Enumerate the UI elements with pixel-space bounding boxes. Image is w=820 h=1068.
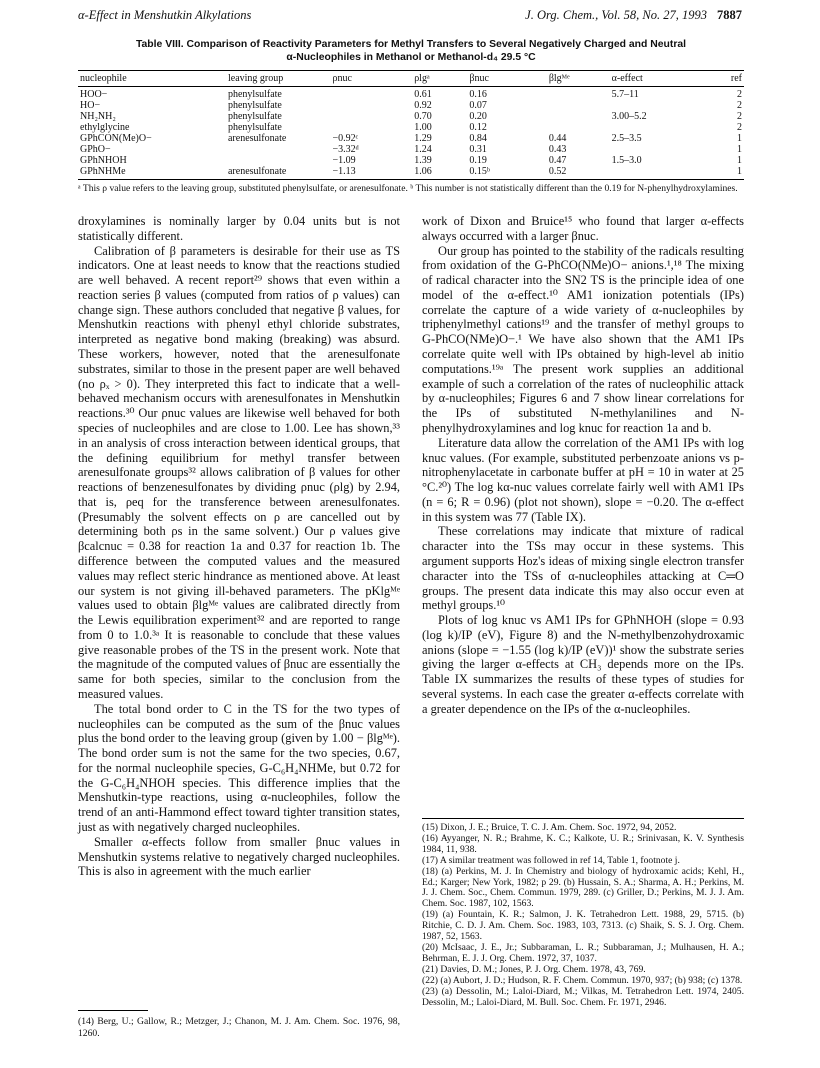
body-paragraph: These correlations may indicate that mixture of radical character into the TSs may occur in these systems. This argument supports Hoz's ideas of mixing single electron transfer character into the TSs of α-nucleophiles attacking at C═O groups. The present data indicate this may also occur even at methyl groups.¹⁰ [422,524,744,613]
cell-rho-nuc: −1.09 [332,155,356,166]
table-row [78,122,744,133]
col-header-ref: ref [689,71,744,87]
cell-rho-nuc [330,111,412,122]
cell-leaving-group [226,155,330,166]
table-row [78,144,744,155]
right-references [422,823,744,1008]
cell-nucleophile: HOO− [80,89,108,100]
cell-beta-lg [547,87,610,101]
table-row [78,166,744,180]
cell-rho-nuc: −1.13 [330,166,412,180]
cell-beta-nuc: 0.20 [469,111,487,122]
cell-nucleophile: GPhNHOH [80,155,127,166]
reference-item: (23) (a) Dessolin, M.; Laloi-Diard, M.; Vilkas, M. Tetrahedron Lett. 1974, 2405. Dessolin, M.; Laloi-Diard, M. Bull. Soc. Chem. Fr. 1971, 2946. [422,985,744,1008]
cell-alpha-effect [610,166,690,180]
page-number: 7887 [717,8,742,22]
reference-item: (14) Berg, U.; Gallow, R.; Metzger, J.; Chanon, M. J. Am. Chem. Soc. 1976, 98, 1260. [78,1016,400,1039]
header-journal-citation [525,8,742,23]
cell-ref: 1 [737,144,742,155]
cell-beta-nuc: 0.19 [469,155,487,166]
cell-ref: 2 [737,100,742,111]
cell-nucleophile: GPhO− [80,144,111,155]
cell-beta-nuc: 0.12 [469,122,487,133]
reference-item: (15) Dixon, J. E.; Bruice, T. C. J. Am. Chem. Soc. 1972, 94, 2052. [422,822,677,833]
body-paragraph: work of Dixon and Bruice¹⁵ who found that larger α-effects always occurred with a larger βnuc. [422,214,744,243]
body-paragraph: Smaller α-effects follow from smaller βnuc values in Menshutkin systems relative to negatively charged nucleophiles. This is also in agreement with the much earlier [78,834,400,879]
cell-leaving-group: arenesulfonate [226,166,330,180]
cell-nucleophile: ethylglycine [80,122,130,133]
body-paragraph: Calibration of β parameters is desirable for their use as TS indicators. One at least needs to know that the reactions studied are well behaved. A recent report²⁹ shows that even within a reaction series β values (computed from ratios of ρ values) can change sign. These authors concluded that negative β values, for Menshutkin reactions with phenyl ethyl chloride substrates, interpreted as negative bond making (breaking) was absurd. These workers, however, noted that the arenesulfonate substrates, similar to those in the present paper are well behaved (no ρₓ > 0). They interpreted this fact to indicate that a well-behaved mechanism occurs with arenesulfonates in Menshutkin reactions.³⁰ Our ρnuc values are likewise well behaved for both species of nucleophiles and are close to 1.00. Lee has shown,³³ in an analysis of cross interaction between identical groups, that the defining equilibrium for methyl transfer between arenesulfonate groups³² allows calibration of β values for other reactions of benzenesulfonates by dividing ρnuc (ρlg) by 2.94, that is, ρeq for the transference between arenesulfonates. (Presumably the solvent effects on ρ are cancelled out by determining both ρs in the same solvent.) Our ρ values give βcalcnuc = 0.38 for reaction 1a and 0.37 for reaction 1b. The difference between the computed values and the measured values may reflect steric hindrance as mentioned above. At least our system is not giving ill-behaved parameters. The pKlgᴹᵉ values used to obtain βlgᴹᵉ values are calibrated directly from the Lewis equilibration experiment³² and are reported to range from 0 to 1.0.³ᵃ It is reasonable to conclude that these values give reasonable probes of the TS in the present work. Note that the magnitude of the computed values of βnuc are essentially the same for both species, similar to the conclusion from the measured values. [78,243,400,701]
cell-ref: 2 [737,122,742,133]
cell-nucleophile: GPhCON(Me)O− [80,133,152,144]
table-caption [78,38,744,64]
cell-beta-nuc: 0.07 [469,100,487,111]
col-header-nucleophile: nucleophile [78,71,226,87]
running-header [78,8,742,26]
left-column [78,214,400,879]
cell-rho-lg: 1.00 [414,122,432,133]
cell-rho-lg: 0.70 [414,111,432,122]
col-header-rho-nuc: ρnuc [330,71,412,87]
header-journal: J. Org. Chem., Vol. 58, No. 27, 1993 [525,8,707,22]
cell-nucleophile: GPhNHMe [78,166,226,180]
cell-ref: 2 [737,111,742,122]
reference-item: (22) (a) Aubort, J. D.; Hudson, R. F. Chem. Commun. 1970, 937; (b) 938; (c) 1378. [422,974,743,986]
cell-beta-nuc: 0.84 [469,133,487,144]
body-paragraph: Our group has pointed to the stability of the radicals resulting from oxidation of the G-PhCO(NMe)O− anions.¹,¹⁸ The mixing of radical character into the SN2 TS is the principle idea of one model of the α-effect.¹⁰ AM1 ionization potentials (IPs) correlate the capture of a wide variety of α-nucleophiles by triphenylmethyl cations¹⁹ and the transfer of methyl groups to G-PhCO(NMe)O−.¹ We have also shown that the AM1 IPs correlate quite well with IPs obtained by high-level ab initio computations.¹⁹ᵃ The present work supplies an additional example of such a correlation of the rates of nucleophilic attack by α-nucleophiles; Figures 6 and 7 show linear correlations for the IPs of substituted N-methylanilines and N-phenylhydroxylamines and log knuc for reaction 1a and b. [422,243,744,435]
col-header-rho-lg: ρlgᵃ [412,71,467,87]
footnote-divider [78,1010,148,1011]
cell-rho-lg: 1.29 [414,133,432,144]
table-row [78,87,744,101]
table-footnote: ᵃ This ρ value refers to the leaving group, substituted phenylsulfate, or arenesulfonate. ᵇ This number is not statistically different than the 0.19 for N-phenylhydroxylamines. [78,183,738,194]
col-header-alpha-effect: α-effect [610,71,690,87]
cell-alpha-effect: 2.5–3.5 [611,133,642,144]
cell-ref: 1 [689,166,744,180]
cell-rho-lg: 1.24 [414,144,432,155]
cell-beta-nuc: 0.15ᵇ [467,166,546,180]
cell-beta-lg: 0.44 [548,133,567,144]
col-header-beta-lg: βlgᴹᵉ [547,71,610,87]
cell-rho-nuc: −3.32ᵈ [332,144,359,155]
table-row [78,155,744,166]
header-title: α-Effect in Menshutkin Alkylations [78,8,252,22]
body-paragraph: Literature data allow the correlation of the AM1 IPs with log knuc values. (For example, substituted perbenzoate anions vs p-nitrophenylacetate in carbonate buffer at pH = 10 in water at 25 °C.²⁰) The log kα-nuc values correlate fairly well with AM1 IPs (n = 6; R = 0.96) (plot not shown), slope = −0.20. The α-effect in this system was 77 (Table IX). [422,435,744,524]
cell-alpha-effect: 5.7–11 [611,89,639,100]
reference-item: (21) Davies, D. M.; Jones, P. J. Org. Chem. 1978, 43, 769. [422,963,646,975]
cell-alpha-effect: 1.5–3.0 [611,155,642,166]
table-header-row [78,71,744,87]
col-header-leaving-group: leaving group [226,71,330,87]
table-caption-line-1: Table VIII. Comparison of Reactivity Parameters for Methyl Transfers to Several Negatively Charged and Neutral [135,39,687,50]
table-row [78,111,744,122]
cell-beta-nuc: 0.16 [469,89,487,100]
cell-rho-lg: 0.92 [414,100,432,111]
cell-alpha-effect [610,100,690,111]
cell-beta-lg [547,100,610,111]
body-paragraph: Plots of log knuc vs AM1 IPs for GPhNHOH (slope = 0.93 (log k)/IP (eV), Figure 8) and the N-methylbenzohydroxamic anions (slope = −1.55 (log k)/IP (eV))¹ show the substrate series giving the larger α-effects at CH₃ depends more on the IPs. Table IX summarizes the results of these types of studies for several systems. In each case the greater α-effects correlate with a greater dependence on the IPs of the α-nucleophiles. [422,613,744,716]
cell-ref: 2 [737,89,742,100]
table-row [78,133,744,144]
cell-nucleophile: NH₂NH₂ [80,111,116,122]
right-column [422,214,744,717]
col-header-beta-nuc: βnuc [467,71,546,87]
cell-leaving-group [226,144,330,155]
left-references [78,1016,400,1040]
cell-leaving-group: phenylsulfate [227,100,282,111]
references-divider [422,818,744,819]
cell-rho-lg: 1.06 [412,166,467,180]
cell-leaving-group: phenylsulfate [227,89,282,100]
body-paragraph: The total bond order to C in the TS for the two types of nucleophiles can be computed as the sum of the βnuc values plus the bond order to the leaving group (given by 1.00 − βlgᴹᵉ). The bond order sum is not the same for the two species, 0.67, for the normal nucleophile species, G-C₆H₄NHMe, but 0.72 for the G-C₆H₄NHOH species. This difference implies that the Menshutkin-type reactions, using α-nucleophiles, follow the trend of an anti-Hammond effect toward tighter transition states, just as with negatively charged nucleophiles. [78,701,400,835]
cell-rho-lg: 1.39 [414,155,432,166]
cell-alpha-effect [610,144,690,155]
reference-item: (19) (a) Fountain, K. R.; Salmon, J. K. Tetrahedron Lett. 1988, 29, 5715. (b) Ritchie, C. D. J. Am. Chem. Soc. 1983, 103, 7313. (c) Shaik, S. S. J. Org. Chem. 1987, 52, 1563. [422,909,744,943]
table-caption-line-2: α-Nucleophiles in Methanol or Methanol-d₄ 29.5 °C [286,52,536,63]
reference-item: (16) Ayyanger, N. R.; Brahme, K. C.; Kalkote, U. R.; Srinivasan, K. V. Synthesis 1984, 11, 938. [422,832,744,855]
cell-rho-nuc [330,100,412,111]
cell-beta-lg: 0.43 [548,144,567,155]
cell-rho-nuc [330,122,412,133]
cell-beta-lg: 0.52 [547,166,610,180]
cell-beta-lg: 0.47 [548,155,567,166]
reference-item: (18) (a) Perkins, M. J. In Chemistry and biology of hydroxamic acids; Kehl, H., Ed.; Karger; New York, 1982; p 29. (b) Hussain, S. A.; Sharma, A. H.; Perkins, M. J. J. Chem. Soc., Chem. Commun. 1979, 289. (c) Griller, D.; Perkins, M. J. J. Am. Chem. Soc. 1987, 102, 1563. [422,865,744,910]
cell-ref: 1 [737,155,742,166]
cell-beta-lg [547,122,610,133]
reference-item: (17) A similar treatment was followed in ref 14, Table 1, footnote j. [422,854,680,866]
cell-rho-nuc: −0.92ᶜ [332,133,359,144]
body-paragraph: droxylamines is nominally larger by 0.04 units but is not statistically different. [78,214,400,243]
cell-rho-nuc [330,87,412,101]
cell-ref: 1 [737,133,742,144]
cell-beta-nuc: 0.31 [469,144,487,155]
reactivity-table [78,70,744,180]
cell-leaving-group: arenesulfonate [227,133,287,144]
reference-item: (20) McIsaac, J. E., Jr.; Subbaraman, L. R.; Subbaraman, J.; Mulhausen, H. A.; Behrman, E. J. J. Org. Chem. 1972, 37, 1037. [422,941,744,964]
cell-beta-lg [547,111,610,122]
cell-leaving-group: phenylsulfate [227,111,282,122]
table-row [78,100,744,111]
cell-alpha-effect [610,122,690,133]
cell-alpha-effect: 3.00–5.2 [611,111,647,122]
cell-leaving-group: phenylsulfate [227,122,282,133]
cell-nucleophile: HO− [80,100,101,111]
cell-rho-lg: 0.61 [414,89,432,100]
